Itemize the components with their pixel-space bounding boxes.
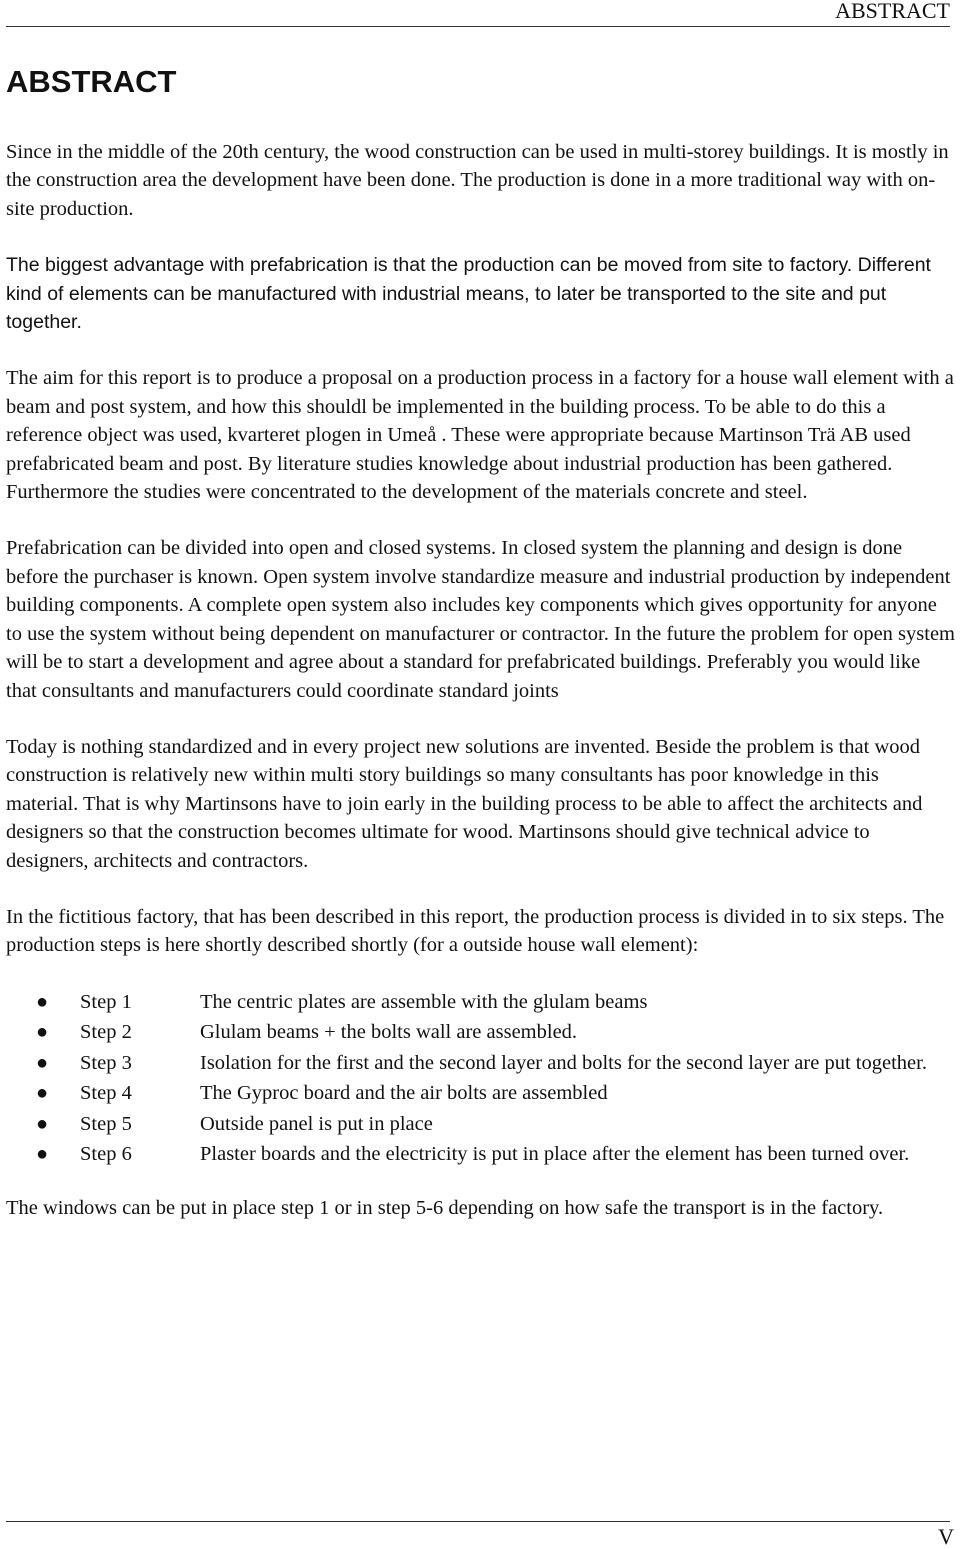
list-item <box>6 1140 956 1170</box>
paragraph-4: Prefabrication can be divided into open and closed systems. In closed system the planning and design is done before the purchaser is known. Open system involve standardize measure and industrial production by independent building components. A complete open system also includes key components which gives opportunity for anyone to use the system without being dependent on manufacturer or contractor. In the future the problem for open system will be to start a development and agree about a standard for prefabricated buildings. Preferably you would like that consultants and manufacturers could coordinate standard joints <box>6 537 955 702</box>
step-label: Step 1 <box>80 990 132 1013</box>
bullet-icon: ● <box>36 1051 49 1074</box>
paragraph-6: In the fictitious factory, that has been described in this report, the production process is divided in to six steps. The production steps is here shortly described shortly (for a outside house wall element): <box>6 905 945 957</box>
step-description: Isolation for the first and the second layer and bolts for the second layer are put together. <box>200 1051 927 1074</box>
step-label: Step 6 <box>80 1143 132 1166</box>
step-label: Step 2 <box>80 1021 132 1044</box>
running-header: ABSTRACT <box>6 0 950 27</box>
list-item <box>6 1079 956 1109</box>
paragraph-7: The windows can be put in place step 1 or in step 5-6 depending on how safe the transport is in the factory. <box>6 1196 884 1219</box>
bullet-icon: ● <box>36 1143 49 1166</box>
step-label: Step 5 <box>80 1112 132 1135</box>
list-item <box>6 1110 956 1140</box>
bullet-icon: ● <box>36 1112 49 1135</box>
step-description: Glulam beams + the bolts wall are assembled. <box>200 1021 578 1044</box>
step-description: The Gyproc board and the air bolts are assembled <box>200 1082 608 1105</box>
paragraph-5: Today is nothing standardized and in every project new solutions are invented. Beside the problem is that wood construction is relatively new within multi story buildings so many consultants has poor knowledge in this material. That is why Martinsons have to join early in the building process to be able to affect the architects and designers so that the construction becomes ultimate for wood. Martinsons should give technical advice to designers, architects and contractors. <box>6 735 923 872</box>
list-item <box>6 1049 956 1079</box>
bullet-icon: ● <box>36 1021 49 1044</box>
paragraph-2: The biggest advantage with prefabrication is that the production can be moved from site to factory. Different kind of elements can be manufactured with industrial means, to later be transported to the site and put together. <box>6 254 931 334</box>
step-description: The centric plates are assemble with the glulam beams <box>200 990 648 1013</box>
production-steps-list <box>6 988 956 1170</box>
step-description: Plaster boards and the electricity is put in place after the element has been turned over. <box>200 1143 910 1166</box>
page-title: ABSTRACT <box>6 64 177 99</box>
step-description: Outside panel is put in place <box>200 1112 433 1135</box>
list-item <box>6 1018 956 1048</box>
step-label: Step 4 <box>80 1082 132 1105</box>
paragraph-1: Since in the middle of the 20th century, the wood construction can be used in multi-storey buildings. It is mostly in the construction area the development have been done. The production is done in a more traditional way with on-site production. <box>6 141 949 220</box>
page-number: V <box>938 1524 954 1549</box>
footer-divider <box>6 1521 950 1522</box>
list-item <box>6 988 956 1018</box>
step-label: Step 3 <box>80 1051 132 1074</box>
bullet-icon: ● <box>36 990 49 1013</box>
abstract-body <box>6 138 956 1250</box>
paragraph-3: The aim for this report is to produce a proposal on a production process in a factory for a house wall element with a beam and post system, and how this shouldl be implemented in the building process. To be able to do this a reference object was used, kvarteret plogen in Umeå . These were appropriate because Martinson Trä AB used prefabricated beam and post. By literature studies knowledge about industrial production has been gathered. Furthermore the studies were concentrated to the development of the materials concrete and steel. <box>6 367 954 504</box>
bullet-icon: ● <box>36 1082 49 1105</box>
